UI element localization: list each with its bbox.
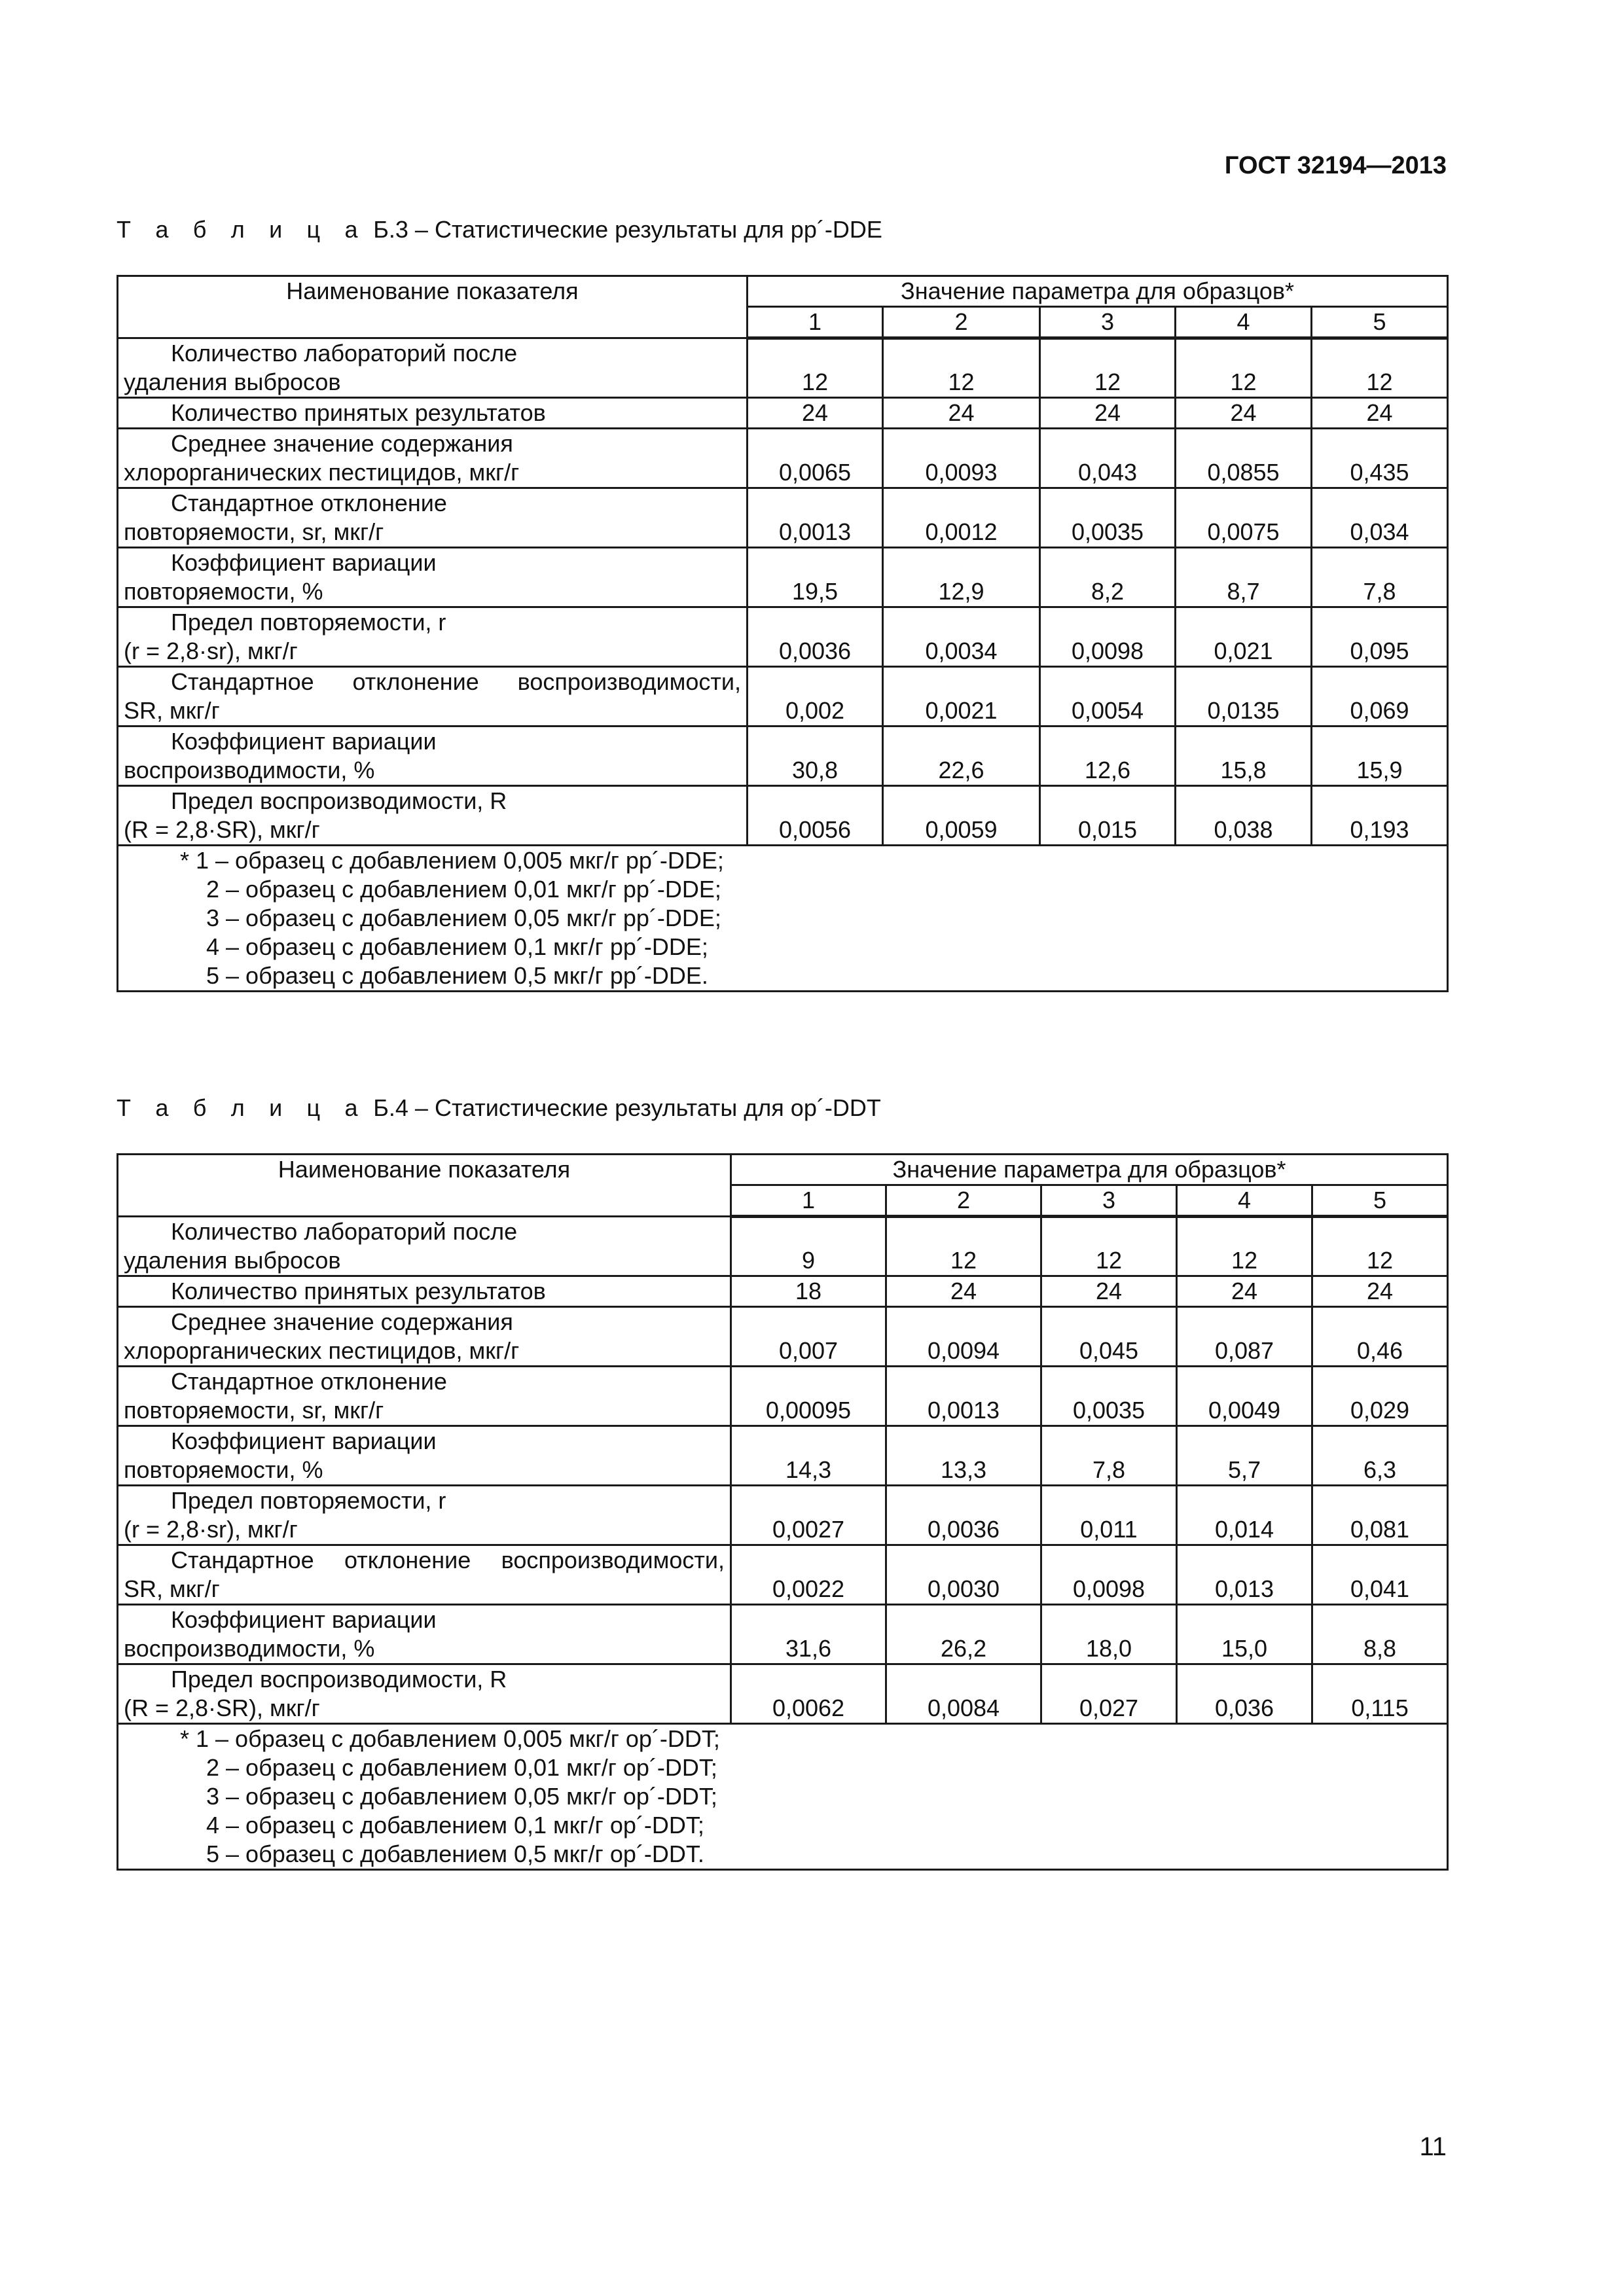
table-b3-caption [117,216,882,243]
row-name-line: Количество принятых результатов [171,399,546,426]
value-cell: 0,0049 [1177,1367,1312,1426]
footnote-line: 4 – образец с добавлением 0,1 мкг/г op´-DDT; [206,1812,704,1839]
value-cell: 0,034 [1312,488,1448,548]
row-name-line: Стандартное отклонение воспроизводимости, [171,668,741,695]
value-cell: 0,0013 [748,488,883,548]
row-name-line: Предел воспроизводимости, R [171,1666,507,1693]
footnote-row [118,1724,1448,1870]
value-cell: 8,2 [1040,548,1176,607]
row-name-line: Стандартное отклонение [171,1368,447,1395]
value-cell: 12 [1312,338,1448,398]
table-row [118,338,1448,398]
value-cell: 18,0 [1041,1605,1177,1664]
row-name-cell [118,1307,731,1367]
value-cell: 12 [886,1217,1041,1276]
value-cell: 0,007 [731,1307,886,1367]
value-cell: 12,9 [883,548,1040,607]
value-cell: 7,8 [1041,1426,1177,1486]
value-cell: 0,014 [1177,1486,1312,1545]
row-name-line: Количество лабораторий после [171,340,518,367]
table-b4 [117,1153,1449,1871]
value-cell: 31,6 [731,1605,886,1664]
row-name-line: Среднее значение содержания [171,430,513,457]
value-cell: 15,0 [1177,1605,1312,1664]
column-number-cell: 3 [1040,307,1176,338]
column-number-cell: 3 [1041,1185,1177,1217]
value-cell: 9 [731,1217,886,1276]
value-cell: 15,9 [1312,726,1448,786]
column-number-cell: 5 [1312,307,1448,338]
row-name-line: Количество лабораторий после [171,1218,518,1245]
value-cell: 12 [748,338,883,398]
row-name-cell [118,1486,731,1545]
row-name-line: Коэффициент вариации [171,549,437,576]
value-cell: 12 [1041,1217,1177,1276]
value-cell: 0,069 [1312,667,1448,726]
value-cell: 0,013 [1177,1545,1312,1605]
row-name-line: (r = 2,8·sr), мкг/г [124,1516,298,1543]
column-number-cell: 4 [1176,307,1312,338]
value-cell: 30,8 [748,726,883,786]
table-row [118,607,1448,667]
value-cell: 0,435 [1312,429,1448,488]
table-row [118,429,1448,488]
value-cell: 24 [1041,1276,1177,1307]
header-row [118,1155,1448,1185]
table-row [118,1217,1448,1276]
row-name-line: Коэффициент вариации [171,728,437,755]
value-cell: 24 [1040,398,1176,429]
header-row [118,276,1448,307]
footnote-line: * 1 – образец с добавлением 0,005 мкг/г pp´-DDE; [180,847,724,874]
column-number-cell: 1 [731,1185,886,1217]
row-name-line: воспроизводимости, % [124,757,375,783]
value-cell: 0,029 [1312,1367,1448,1426]
row-name-line: Среднее значение содержания [171,1308,513,1335]
row-name-cell [118,488,748,548]
table-b3 [117,275,1449,992]
value-cell: 24 [1176,398,1312,429]
column-number-cell: 4 [1177,1185,1312,1217]
row-name-cell [118,429,748,488]
row-name-line: удаления выбросов [124,368,341,395]
table-row [118,1605,1448,1664]
value-cell: 19,5 [748,548,883,607]
value-cell: 12 [1176,338,1312,398]
table-row [118,1276,1448,1307]
row-name-line: Предел повторяемости, r [171,609,446,636]
value-cell: 0,0094 [886,1307,1041,1367]
footnote-line: 4 – образец с добавлением 0,1 мкг/г pp´-DDE; [206,933,708,960]
value-cell: 0,0035 [1041,1367,1177,1426]
table-row [118,1664,1448,1724]
row-name-line: Коэффициент вариации [171,1427,437,1454]
table-b3-caption-text: Б.3 – Статистические результаты для pp´-DDE [373,216,882,243]
value-cell: 24 [1312,398,1448,429]
value-cell: 0,036 [1177,1664,1312,1724]
row-name-cell [118,1217,731,1276]
value-cell: 12 [1040,338,1176,398]
value-cell: 0,0056 [748,786,883,846]
row-name-cell [118,607,748,667]
value-cell: 0,015 [1040,786,1176,846]
row-name-cell [118,667,748,726]
value-cell: 0,0084 [886,1664,1041,1724]
value-cell: 0,46 [1312,1307,1448,1367]
value-cell: 18 [731,1276,886,1307]
table-row [118,786,1448,846]
value-cell: 26,2 [886,1605,1041,1664]
footnote-line: 5 – образец с добавлением 0,5 мкг/г pp´-DDE. [206,962,708,989]
footnote-cell [118,846,1448,992]
row-name-cell [118,1367,731,1426]
value-cell: 0,0062 [731,1664,886,1724]
footnote-line: 5 – образец с добавлением 0,5 мкг/г op´-DDT. [206,1840,704,1867]
value-cell: 0,095 [1312,607,1448,667]
table-row [118,726,1448,786]
value-cell: 12,6 [1040,726,1176,786]
value-cell: 0,0027 [731,1486,886,1545]
value-cell: 0,0098 [1040,607,1176,667]
column-number-cell: 1 [748,307,883,338]
row-name-line: SR, мкг/г [124,1575,220,1602]
column-number-cell: 2 [886,1185,1041,1217]
value-cell: 0,002 [748,667,883,726]
table-b4-caption [117,1094,881,1122]
row-name-cell [118,1426,731,1486]
table-row [118,1545,1448,1605]
value-cell: 0,0075 [1176,488,1312,548]
value-cell: 0,193 [1312,786,1448,846]
value-cell: 0,0059 [883,786,1040,846]
row-name-line: повторяемости, % [124,578,323,605]
row-name-line: (R = 2,8·SR), мкг/г [124,816,320,843]
row-name-cell [118,1276,731,1307]
footnote-line: 2 – образец с добавлением 0,01 мкг/г op´-DDT; [206,1754,717,1781]
row-name-line: повторяемости, % [124,1456,323,1483]
table-row [118,1426,1448,1486]
row-name-cell [118,786,748,846]
value-cell: 24 [1177,1276,1312,1307]
value-cell: 0,0093 [883,429,1040,488]
value-cell: 0,0034 [883,607,1040,667]
table-row [118,667,1448,726]
value-cell: 24 [1312,1276,1448,1307]
row-name-cell [118,338,748,398]
footnote-line: 3 – образец с добавлением 0,05 мкг/г pp´-DDE; [206,905,721,931]
value-cell: 12 [883,338,1040,398]
value-cell: 5,7 [1177,1426,1312,1486]
value-cell: 24 [886,1276,1041,1307]
row-name-line: (r = 2,8·sr), мкг/г [124,637,298,664]
value-cell: 0,00095 [731,1367,886,1426]
value-cell: 15,8 [1176,726,1312,786]
value-cell: 7,8 [1312,548,1448,607]
value-cell: 0,0855 [1176,429,1312,488]
row-name-line: повторяемости, sr, мкг/г [124,518,384,545]
row-name-line: Коэффициент вариации [171,1606,437,1633]
column-header-group: Значение параметра для образцов* [731,1155,1448,1185]
table-row [118,488,1448,548]
value-cell: 0,0135 [1176,667,1312,726]
row-name-line: Стандартное отклонение воспроизводимости, [171,1547,725,1573]
row-name-line: хлорорганических пестицидов, мкг/г [124,459,520,486]
row-name-line: Количество принятых результатов [171,1278,546,1304]
table-b4-caption-label: Т а б л и ц а [117,1094,367,1121]
value-cell: 0,0036 [886,1486,1041,1545]
value-cell: 0,038 [1176,786,1312,846]
column-header-group: Значение параметра для образцов* [748,276,1448,307]
value-cell: 24 [748,398,883,429]
table-row [118,1307,1448,1367]
row-name-line: воспроизводимости, % [124,1635,375,1662]
footnote-line: * 1 – образец с добавлением 0,005 мкг/г op´-DDT; [180,1725,720,1752]
value-cell: 0,0021 [883,667,1040,726]
column-number-cell: 2 [883,307,1040,338]
value-cell: 0,0065 [748,429,883,488]
value-cell: 0,0013 [886,1367,1041,1426]
value-cell: 22,6 [883,726,1040,786]
column-header-name: Наименование показателя [118,1155,731,1217]
value-cell: 0,0030 [886,1545,1041,1605]
value-cell: 0,0012 [883,488,1040,548]
value-cell: 0,0036 [748,607,883,667]
row-name-line: удаления выбросов [124,1247,341,1274]
row-name-cell [118,1545,731,1605]
row-name-line: Стандартное отклонение [171,490,447,516]
footnote-cell [118,1724,1448,1870]
table-b3-caption-label: Т а б л и ц а [117,216,367,243]
table-row [118,398,1448,429]
table-b4-caption-text: Б.4 – Статистические результаты для op´-DDT [373,1094,881,1121]
row-name-line: SR, мкг/г [124,697,220,724]
row-name-cell [118,726,748,786]
row-name-cell [118,398,748,429]
value-cell: 0,0098 [1041,1545,1177,1605]
value-cell: 0,045 [1041,1307,1177,1367]
value-cell: 0,115 [1312,1664,1448,1724]
row-name-line: хлорорганических пестицидов, мкг/г [124,1337,520,1364]
row-name-cell [118,548,748,607]
value-cell: 0,027 [1041,1664,1177,1724]
row-name-line: повторяемости, sr, мкг/г [124,1397,384,1424]
value-cell: 6,3 [1312,1426,1448,1486]
value-cell: 0,043 [1040,429,1176,488]
value-cell: 13,3 [886,1426,1041,1486]
row-name-cell [118,1605,731,1664]
value-cell: 8,7 [1176,548,1312,607]
value-cell: 14,3 [731,1426,886,1486]
row-name-line: Предел воспроизводимости, R [171,787,507,814]
table-row [118,1486,1448,1545]
value-cell: 0,0035 [1040,488,1176,548]
value-cell: 12 [1312,1217,1448,1276]
footnote-row [118,846,1448,992]
column-number-cell: 5 [1312,1185,1448,1217]
row-name-line: (R = 2,8·SR), мкг/г [124,1695,320,1721]
value-cell: 8,8 [1312,1605,1448,1664]
value-cell: 0,021 [1176,607,1312,667]
footnote-line: 2 – образец с добавлением 0,01 мкг/г pp´-DDE; [206,876,721,903]
value-cell: 0,041 [1312,1545,1448,1605]
value-cell: 12 [1177,1217,1312,1276]
value-cell: 0,011 [1041,1486,1177,1545]
value-cell: 24 [883,398,1040,429]
column-header-name: Наименование показателя [118,276,748,338]
document-number: ГОСТ 32194—2013 [1224,152,1447,179]
value-cell: 0,081 [1312,1486,1448,1545]
page-number: 11 [1419,2132,1447,2161]
table-row [118,548,1448,607]
footnote-line: 3 – образец с добавлением 0,05 мкг/г op´-DDT; [206,1783,717,1810]
table-row [118,1367,1448,1426]
value-cell: 0,0022 [731,1545,886,1605]
value-cell: 0,087 [1177,1307,1312,1367]
row-name-line: Предел повторяемости, r [171,1487,446,1514]
row-name-cell [118,1664,731,1724]
value-cell: 0,0054 [1040,667,1176,726]
